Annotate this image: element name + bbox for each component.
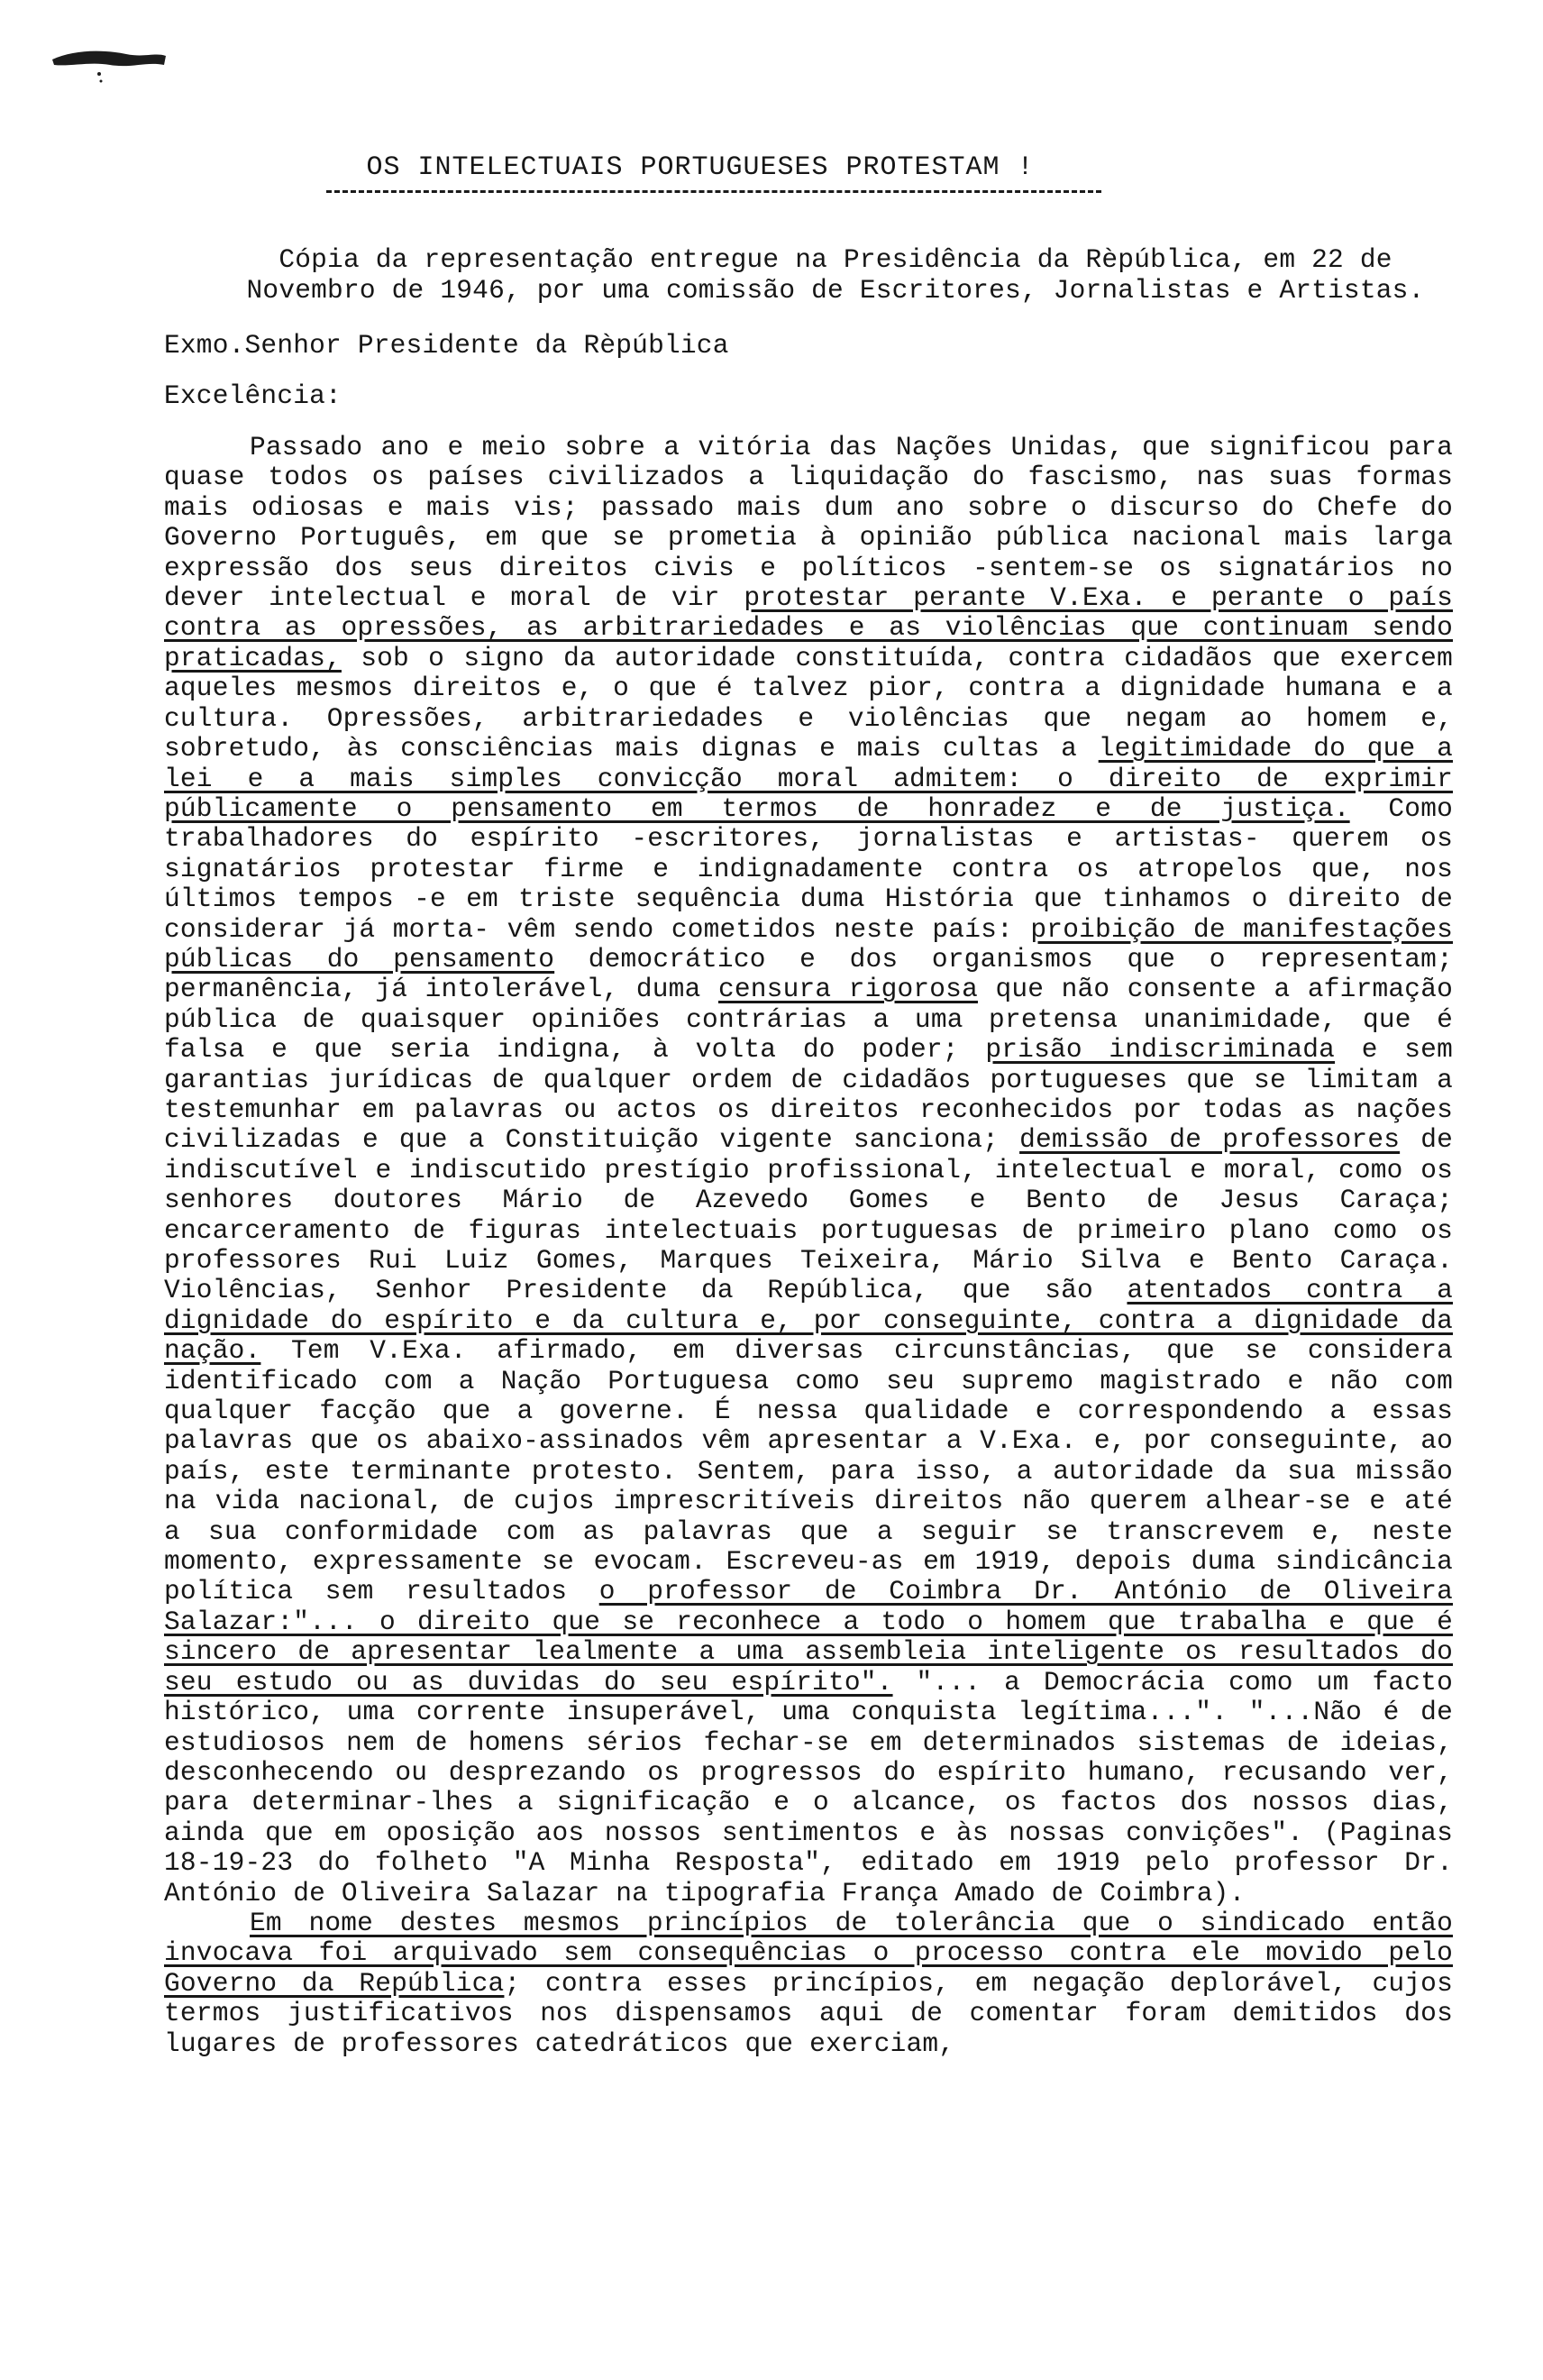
document-caption: Cópia da representação entregue na Presidência da Rèpública, em 22 de Novembro de 1946, por uma comissão de Escritores, Jornalistas e Artistas. <box>246 244 1425 306</box>
text-run: democrático e dos organismos que o representam; permanência, já intolerável, duma <box>164 943 1453 1005</box>
document-title: OS INTELECTUAIS PORTUGUESES PROTESTAM ! <box>366 152 1035 183</box>
salutation-addressee: Exmo.Senhor Presidente da Rèpública <box>164 330 729 362</box>
underlined-passage: legitimidade do que a lei e a mais simples convicção moral admitem: o direito de exprimir públicamente o pensamento em termos de honradez e de justiça. <box>164 733 1453 824</box>
underlined-passage: proibição de manifestações públicas do pensamento <box>164 913 1453 975</box>
text-run: ; contra esses princípios, em negação deplorável, cujos termos justificativos nos dispensamos aqui de comentar foram demitidos dos lugares de professores catedráticos que exerciam, <box>164 1967 1453 2059</box>
text-run: "... a Democrácia como um facto histórico, uma corrente insuperável, uma conquista legítima...". "...Não é de estudiosos nem de homens sérios fechar-se em determinados sistemas de ideias, desconhecendo ou desprezando os progressos do espírito humano, recusando ver, para determinar-lhes a significação e o alcance, os factos dos nossos dias, ainda que em oposição aos nossos sentimentos e às nossas convições". (Paginas 18-19-23 do folheto "A Minha Resposta", editado em 1919 pelo professor Dr. António de Oliveira Salazar na tipografia França Amado de Coimbra). <box>164 1666 1453 1909</box>
text-run: Como trabalhadores do espírito -escritores, jornalistas e artistas- querem os signatários protestar firme e indignadamente contra os atropelos que, nos últimos tempos -e em triste sequência duma História que tinhamos o direito de considerar já morta- vêm sendo cometidos neste país: <box>164 792 1454 945</box>
underlined-passage: demissão de professores <box>1019 1124 1401 1156</box>
paragraph-1 <box>164 433 1453 1909</box>
letter-body <box>164 433 1453 2059</box>
ink-mark <box>45 34 171 88</box>
underlined-passage: atentados contra a dignidade do espírito e da cultura e, por conseguinte, contra a dignidade da nação. <box>164 1275 1453 1367</box>
text-run: sob o signo da autoridade constituída, contra cidadãos que exercem aqueles mesmos direitos e, o que é talvez pior, contra a dignidade humana e a cultura. Opressões, arbitrariedades e violências que negam ao homem e, sobretudo, às consciências mais dignas e mais cultas a <box>164 642 1453 764</box>
paragraph-2 <box>164 1909 1453 2059</box>
document-page <box>164 153 1453 2059</box>
underlined-passage: prisão indiscriminada <box>985 1034 1336 1066</box>
underlined-passage: o professor de Coimbra Dr. António de Oliveira Salazar:"... o direito que se reconhece a todo o homem que trabalha e que é sincero de apresentar lealmente a uma assembleia inteligente os resultados do seu estudo ou as duvidas do seu espírito". <box>164 1576 1453 1698</box>
underlined-passage: protestar perante V.Exa. e perante o país contra as opressões, as arbitrariedades e as violências que continuam sendo praticadas, <box>164 582 1453 673</box>
underlined-passage: Em nome destes mesmos princípios de tolerância que o sindicado então invocava foi arquivado sem consequências o processo contra ele movido pelo Governo da República <box>164 1907 1453 1999</box>
text-run: que não consente a afirmação pública de quaisquer opiniões contrárias a uma pretensa unanimidade, que é falsa e que seria indigna, à volta do poder; <box>164 974 1453 1066</box>
text-run: e sem garantias jurídicas de qualquer ordem de cidadãos portugueses que se limitam a testemunhar em palavras ou actos os direitos reconhecidos por todas as nações civilizadas e que a Constituição vigente sanciona; <box>164 1034 1453 1156</box>
underlined-passage: censura rigorosa <box>717 974 978 1005</box>
text-run: Passado ano e meio sobre a vitória das Nações Unidas, que significou para quase todos os países civilizados a liquidação do fascismo, nas suas formas mais odiosas e mais vis; passado mais dum ano sobre o discurso do Chefe do Governo Português, em que se prometia à opinião pública nacional mais larga expressão dos seus direitos civis e políticos -sentem-se os signatários no dever intelectual e moral de vir <box>164 432 1453 614</box>
text-run: Tem V.Exa. afirmado, em diversas circunstâncias, que se considera identificado com a Nação Portuguesa como seu supremo magistrado e não com qualquer facção que a governe. É nessa qualidade e correspondendo a essas palavras que os abaixo-assinados vêm apresentar a V.Exa. e, por conseguinte, ao país, este terminante protesto. Sentem, para isso, a autoridade da sua missão na vida nacional, de cujos imprescritíveis direitos não querem alhear-se e até a sua conformidade com as palavras que a seguir se transcrevem e, neste momento, expressamente se evocam. Escreveu-as em 1919, depois duma sindicância política sem resultados <box>164 1335 1453 1607</box>
salutation-greeting: Excelência: <box>164 380 342 411</box>
text-run: de indiscutível e indiscutido prestígio profissional, intelectual e moral, como os senhores doutores Mário de Azevedo Gomes e Bento de Jesus Caraça; encarceramento de figuras intelectuais portuguesas de primeiro plano como os professores Rui Luiz Gomes, Marques Teixeira, Mário Silva e Bento Caraça. Violências, Senhor Presidente da República, que são <box>164 1124 1453 1306</box>
title-dashed-rule <box>326 190 1101 193</box>
